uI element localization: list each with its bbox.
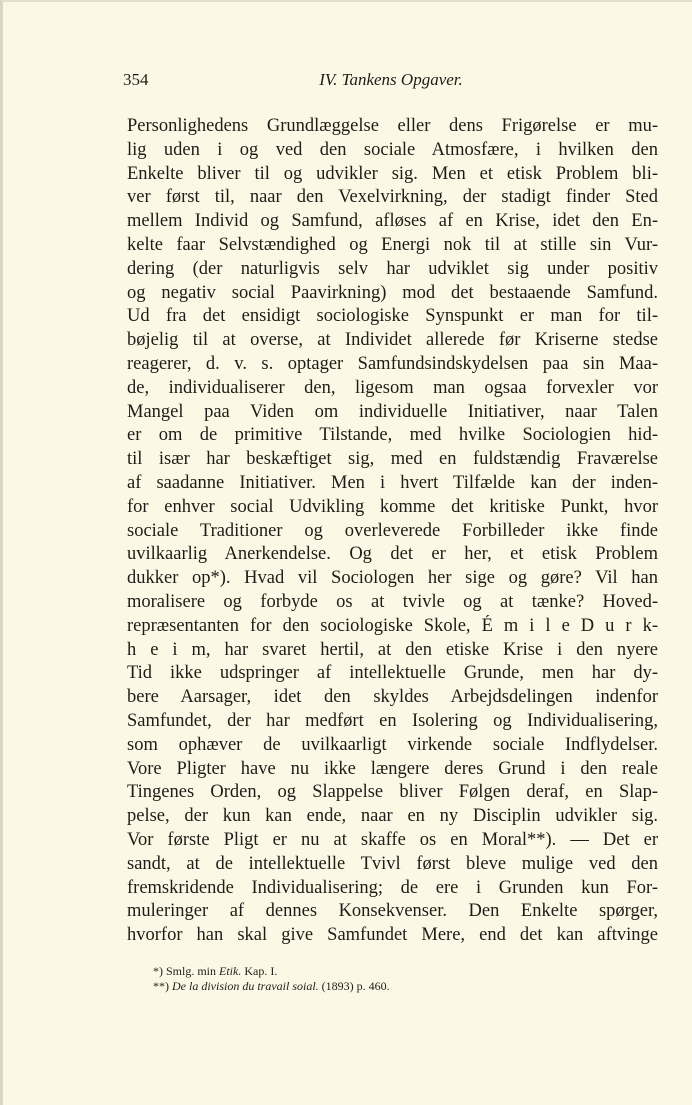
footnote [153,979,633,994]
body-text [127,115,658,948]
text-line: Enkelte bliver til og udvikler sig. Men et etisk Problem bli- [127,163,658,184]
text-line: Tingenes Orden, og Slappelse bliver Følgen deraf, en Slap- [127,782,658,803]
text-line: bere Aarsager, idet den skyldes Arbejdsdelingen indenfor [127,687,658,708]
text-line: moralisere og forbyde os at tvivle og at tænke? Hoved- [127,591,658,612]
text-line: til især har beskæftiget sig, med en fuldstændig Fraværelse [127,449,658,470]
text-line: for enhver social Udvikling komme det kritiske Punkt, hvor [127,496,658,517]
text-line: Vor første Pligt er nu at skaffe os en Moral**). — Det er [127,829,658,850]
text-line: de, individualiserer den, ligesom man ogsaa forvexler vor [127,377,658,398]
text-line: bøjelig til at overse, at Individet allerede før Kriserne stedse [127,330,658,351]
text-line: dering (der naturligvis selv har udviklet sig under positiv [127,258,658,279]
text-line: Vore Pligter have nu ikke længere deres Grund i den reale [127,758,658,779]
text-line: reagerer, d. v. s. optager Samfundsindskydelsen paa sin Maa- [127,353,658,374]
text-line: pelse, der kun kan ende, naar en ny Disciplin udvikler sig. [127,806,658,827]
text-line: mellem Individ og Samfund, afløses af en Krise, idet den En- [127,211,658,232]
text-line: hvorfor han skal give Samfundet Mere, end det kan aftvinge [127,925,658,946]
text-line: fremskridende Individualisering; de ere i Grunden kun For- [127,877,658,898]
text-line: af saadanne Initiativer. Men i hvert Tilfælde kan der inden- [127,472,658,493]
text-line: dukker op*). Hvad vil Sociologen her sige og gøre? Vil han [127,568,658,589]
text-line: h e i m, har svaret hertil, at den etiske Krise i den nyere [127,639,658,660]
text-line: sandt, at de intellektuelle Tvivl først bleve mulige ved den [127,853,658,874]
footnote-mark: *) [153,964,163,978]
text-line: Mangel paa Viden om individuelle Initiativer, naar Talen [127,401,658,422]
text-line: Samfundet, der har medført en Isolering og Individualisering, [127,710,658,731]
footnotes [153,964,633,994]
page-header [123,70,659,96]
text-line: sociale Traditioner og overleverede Forbilleder ikke finde [127,520,658,541]
text-line: uvilkaarlig Anerkendelse. Og det er her, et etisk Problem [127,544,658,565]
text-line: repræsentanten for den sociologiske Skole, É m i l e D u r k- [127,615,658,636]
footnote [153,964,633,979]
footnote-title: Etik. [219,964,242,978]
text-line: muleringer af dennes Konsekvenser. Den Enkelte spørger, [127,901,658,922]
text-line: ver først til, naar den Vexelvirkning, der stadigt finder Sted [127,187,658,208]
running-head: IV. Tankens Opgaver. [319,70,463,89]
page-number: 354 [123,70,149,89]
footnote-mark: **) [153,979,169,993]
footnote-title: De la division du travail soial. [172,979,319,993]
text-line: Tid ikke udspringer af intellektuelle Grunde, men har dy- [127,663,658,684]
footnote-text: Kap. I. [241,964,278,978]
text-line: lig uden i og ved den sociale Atmosfære, i hvilken den [127,139,658,160]
footnote-text: Smlg. min [163,964,220,978]
text-line: og negativ social Paavirkning) mod det bestaaende Samfund. [127,282,658,303]
text-line: kelte faar Selvstændighed og Energi nok til at stille sin Vur- [127,234,658,255]
text-line: som ophæver de uvilkaarligt virkende sociale Indflydelser. [127,734,658,755]
footnote-text: (1893) p. 460. [318,979,390,993]
text-line: Personlighedens Grundlæggelse eller dens Frigørelse er mu- [127,116,658,136]
text-line: Ud fra det ensidigt sociologiske Synspunkt er man for til- [127,306,658,327]
text-line: er om de primitive Tilstande, med hvilke Sociologien hid- [127,425,658,446]
